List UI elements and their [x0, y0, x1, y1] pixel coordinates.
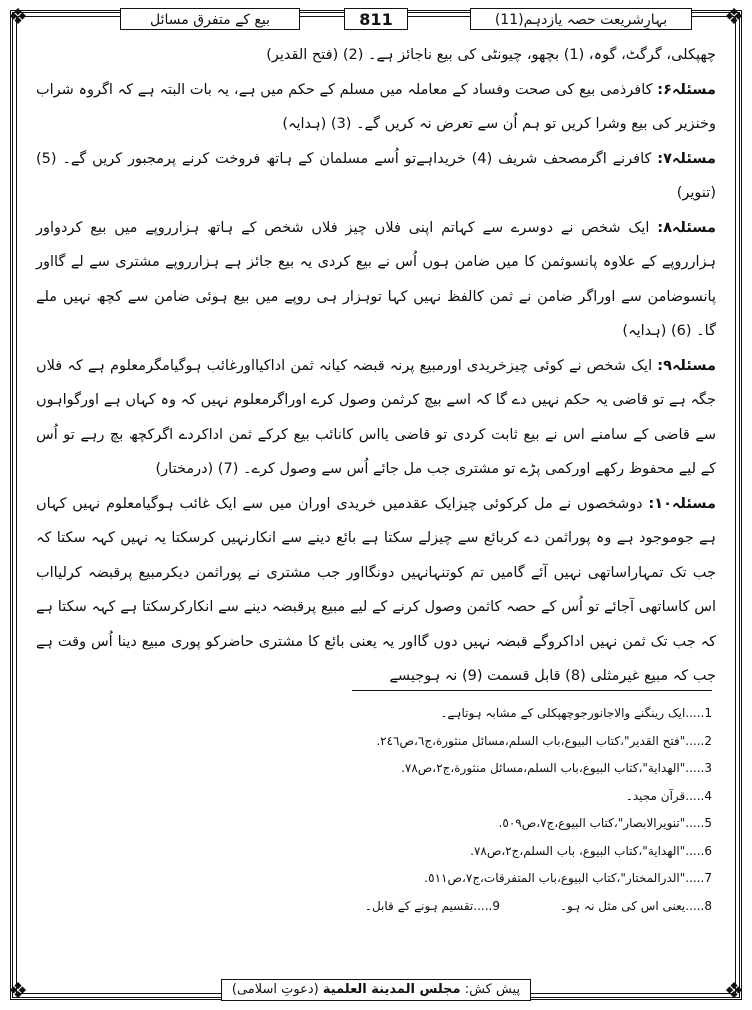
corner-ornament-icon: ❖ — [724, 5, 744, 30]
paragraph: چھپکلی، گرگٹ، گوہ، (1) بچھو، چیونٹی کی بیع ناجائز ہے۔ (2) (فتح القدیر) — [266, 47, 716, 63]
footnote-divider — [352, 690, 712, 691]
masala-text: دوشخصوں نے مل کرکوئی چیزایک عقدمیں خریدی اوران میں سے ایک غائب ہوگیامعلوم نہیں کہاں ہے جوموجود ہے وہ پوراثمن دے کربائع سے چیزلے سکتا ہے بائع دینے سے انکارنہیں کرسکتا یہ نہیں کہہ سکتا کہ جب تک تمہاراساتھی نہیں آئے گامیں تم کوتنہانہیں دونگااور جب مشتری نے پوراثمن دیکرمبیع پرقبضہ کرلیااب اس کاساتھی آجائے تو اُس کے حصہ کاثمن وصول کرنے کے لیے مبیع پرقبضہ دینے سے انکارکرسکتا ہے کہہ سکتا ہے کہ جب تک ثمن نہیں اداکروگے قبضہ نہیں دوں گااور یہ یعنی بائع کا مشتری حاضرکو پوری مبیع دینا اُس وقت ہے جب کہ مبیع غیرمثلی (8) قابل قسمت (9) نہ ہوجیسے — [36, 495, 716, 684]
book-title: بہارِشریعت حصہ یازدہم(11) — [470, 8, 692, 30]
masala-text: ایک شخص نے دوسرے سے کہاتم اپنی فلاں چیز فلاں شخص کے ہاتھ ہزارروپے میں بیع کردواور ہزارروپے کے علاوہ پانسوثمن کا میں ضامن ہوں اُس نے بیع کردی یہ بیع جائز ہے ہزارروپے مشتری سے لے گااور پانسوضامن سے اوراگر ضامن نے ثمن کالفظ نہیں کہا توہزار ہی روپے میں بیع ہوئی ضامن سے کچھ نہیں ملے گا۔ (6) (ہدایہ) — [36, 219, 716, 339]
masala-7 — [36, 142, 716, 211]
footnote-row — [40, 893, 712, 921]
publisher-name: مجلس المدينة العلمية — [322, 982, 461, 997]
masala-text: کافرذمی بیع کی صحت وفساد کے معاملہ میں مسلم کے حکم میں ہے، یہ بات البتہ ہے کہ اگروہ شراب وخنزیر کی بیع وشرا کریں تو ہم اُن سے تعرض نہ کریں گے۔ (3) (ہدایہ) — [36, 81, 716, 132]
chapter-title: بیع کے متفرق مسائل — [120, 8, 300, 30]
page-number: 811 — [344, 8, 408, 30]
masala-6 — [36, 73, 716, 142]
footnote: 3....."الهداية"،كتاب البيوع،باب السلم،مسائل منثورة،ج٢،ص٧٨. — [401, 761, 712, 775]
footnote: 9.....تقسیم ہونے کے قابل۔ — [364, 898, 500, 913]
footnote: 7....."الدرالمختار"،كتاب البيوع،باب المتفرقات،ج٧،ص٥١١. — [424, 871, 712, 885]
masala-label: مسئلہ۷: — [657, 150, 716, 167]
publisher-box — [221, 979, 531, 1001]
footer-prefix: پیش کش: — [464, 982, 521, 997]
corner-ornament-icon: ❖ — [8, 5, 28, 30]
masala-label: مسئلہ۱۰: — [648, 495, 716, 512]
main-text — [36, 38, 716, 694]
masala-label: مسئلہ۸: — [657, 219, 716, 236]
corner-ornament-icon: ❖ — [724, 979, 744, 1004]
footnote: 5....."تنويرالابصار"،كتاب البيوع،ج٧،ص٥٠٩. — [498, 816, 712, 830]
masala-label: مسئلہ۶: — [657, 81, 716, 98]
masala-label: مسئلہ۹: — [657, 357, 717, 374]
masala-text: ایک شخص نے کوئی چیزخریدی اورمبیع پرنہ قبضہ کیانہ ثمن اداکیااورغائب ہوگیامگرمعلوم ہے کہ فلاں جگہ ہے تو قاضی یہ حکم نہیں دے گا کہ اسے بیچ کرثمن وصول کرے اوراگرمعلوم نہیں کہ وہ کہاں ہے اورگواہوں سے قاضی کے سامنے اس نے بیع ثابت کردی تو قاضی یااس کانائب بیع کرکے ثمن اداکردے اگرکچھ بچ رہے تو اُس کے لیے محفوظ رکھے اورکمی پڑے تو مشتری جب مل جائے اُس سے وصول کرے۔ (7) (درمختار) — [36, 357, 716, 477]
masala-8 — [36, 211, 716, 349]
footer-suffix: (دعوتِ اسلامی) — [231, 982, 319, 997]
masala-text: کافرنے اگرمصحف شریف (4) خریداہےتو اُسے مسلمان کے ہاتھ فروخت کرنے پرمجبور کریں گے۔ (5) (تنویر) — [36, 150, 716, 201]
masala-9 — [36, 349, 716, 487]
footnote: 2....."فتح القدير"،كتاب البيوع،باب السلم،مسائل منثورة،ج٦،ص٢٤٦. — [376, 733, 712, 748]
footnote: 1.....ایک رینگنے والاجانورجوچھپکلی کے مشابہ ہوتاہے۔ — [440, 706, 712, 720]
page-footer — [0, 978, 752, 1002]
masala-10 — [36, 487, 716, 694]
page-header — [40, 4, 712, 32]
footnote: 8.....یعنی اس کی مثل نہ ہو۔ — [559, 898, 712, 913]
footnotes — [40, 700, 712, 920]
corner-ornament-icon: ❖ — [8, 979, 28, 1004]
footnote: 4.....قرآن مجید۔ — [625, 788, 712, 803]
footnote: 6....."الهداية"،كتاب البيوع، باب السلم،ج٢،ص٧٨. — [470, 843, 712, 858]
